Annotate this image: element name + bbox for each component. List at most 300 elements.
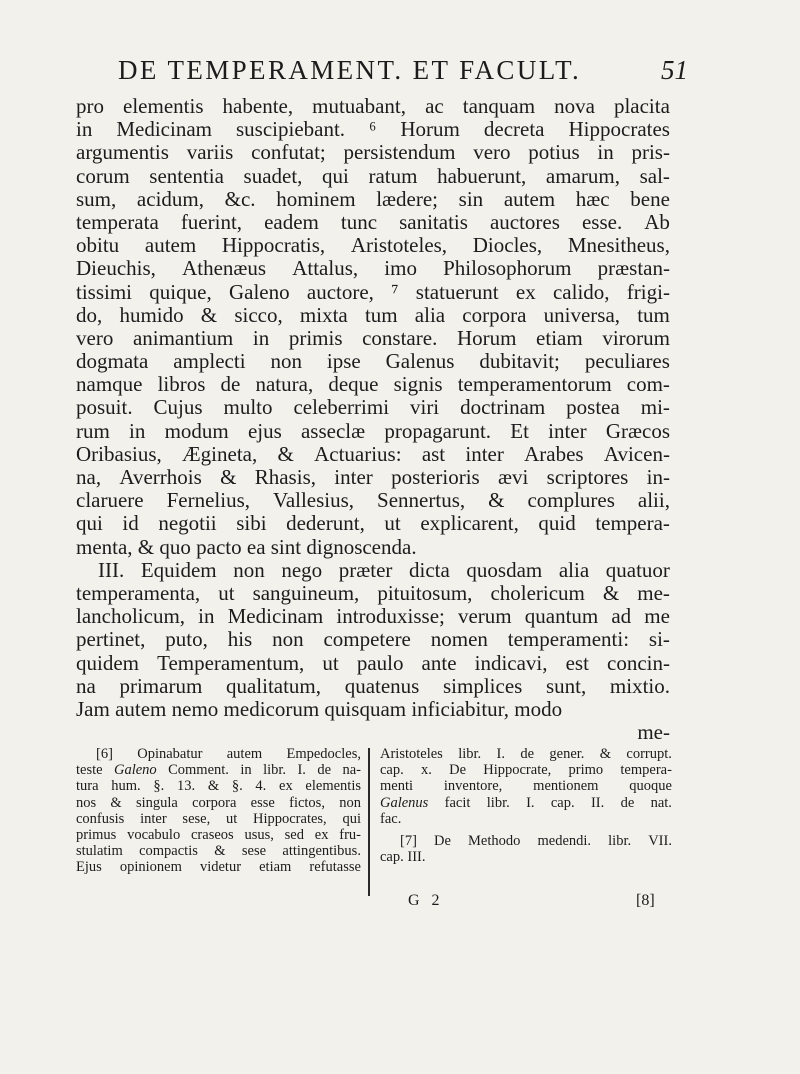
word: tissimi <box>76 279 133 304</box>
word: ipse <box>326 349 361 374</box>
word: Galenus <box>385 349 455 374</box>
footnote-line <box>380 833 672 849</box>
footnote-word: ex <box>314 826 329 843</box>
word: potius <box>528 140 580 165</box>
footnote-word: De <box>434 832 451 849</box>
word: me- <box>637 580 670 605</box>
footnote-word: elementis <box>305 778 361 795</box>
word: namque <box>76 372 143 397</box>
footnote-word: nat. <box>650 794 672 811</box>
text-line <box>76 327 670 350</box>
footnote-word: III. <box>407 849 426 866</box>
word: sunt, <box>545 673 587 698</box>
footnote-word: de <box>317 762 332 779</box>
word: Diocles, <box>472 233 543 258</box>
word: corum <box>76 163 130 188</box>
word: Medicinam <box>116 117 212 142</box>
word: in <box>597 140 614 165</box>
footnote-word: fictos, <box>289 794 325 811</box>
word: modum <box>164 418 229 443</box>
text-line <box>76 420 670 443</box>
page-number: 51 <box>661 55 688 85</box>
word: celeberrimi <box>293 395 390 420</box>
word: negotii <box>158 511 217 536</box>
footnote-word: I. <box>297 762 306 779</box>
word: fuerint, <box>180 209 243 234</box>
word: variis <box>186 140 234 165</box>
word: Medicinam <box>227 604 324 629</box>
footnote-word: I. <box>496 746 505 762</box>
column-divider <box>368 748 370 896</box>
word: Aristoteles, <box>350 233 448 258</box>
word: com- <box>626 372 670 397</box>
text-line <box>76 512 670 535</box>
word: deque <box>328 372 379 397</box>
word: competere <box>323 627 411 652</box>
footnote-word: stulatim <box>76 843 123 860</box>
word: lædere; <box>376 186 438 211</box>
text-line <box>76 628 670 651</box>
footnote-word: Hippocrates, <box>253 810 327 827</box>
footnote-word: de <box>620 794 635 811</box>
word: explicarent, <box>420 511 519 536</box>
word: verum <box>457 604 512 629</box>
word: confutat; <box>251 140 326 165</box>
footnote-word: libr. <box>486 794 510 811</box>
text-line <box>76 652 670 675</box>
word: pro <box>76 94 104 118</box>
word: posterioris <box>391 465 480 489</box>
footnotes-right-column <box>380 746 672 865</box>
word: simplices <box>443 673 523 698</box>
footnote-word: Ejus <box>76 859 102 876</box>
word: sibi <box>236 511 267 536</box>
word: doctrinam <box>460 395 546 420</box>
footnote-word: medendi. <box>537 832 592 849</box>
word: dicta <box>409 557 450 582</box>
word: alia <box>558 557 590 582</box>
footnote-word: quoque <box>629 778 672 795</box>
word: ut <box>384 511 401 536</box>
word: nego <box>281 557 323 582</box>
word: tum <box>364 302 398 327</box>
word: esse. <box>581 209 623 234</box>
word: Ægineta, <box>182 441 258 466</box>
word: rum <box>76 418 110 443</box>
word: in <box>198 604 215 629</box>
footnote-line <box>380 746 672 762</box>
footnote-word: cap. <box>380 762 404 779</box>
word: na, <box>76 465 102 489</box>
footnote-line <box>76 778 361 794</box>
footnote-word: [7] <box>400 832 417 849</box>
word: corpora <box>462 302 527 327</box>
word: Horum <box>400 117 460 142</box>
word: inter <box>334 465 373 489</box>
footnote-word: compactis <box>139 843 198 860</box>
footnote-word: I. <box>526 794 535 811</box>
word: placita <box>613 94 670 118</box>
word: & <box>277 441 294 466</box>
word: ut <box>322 650 339 675</box>
footnote-word: usus, <box>244 826 274 843</box>
word: scriptores <box>546 465 629 489</box>
footnote-word: de <box>520 746 535 762</box>
word: dubitavit; <box>479 349 560 374</box>
footnote-word: primus <box>76 826 117 843</box>
word: etiam <box>536 325 583 350</box>
footnote-word: videtur <box>199 859 242 876</box>
footnote-word: & <box>110 794 122 811</box>
word: ejus <box>247 418 282 443</box>
footnote-word: tempera- <box>620 762 672 779</box>
footnote-word: II. <box>590 794 605 811</box>
word: persistendum <box>343 140 456 165</box>
word: me <box>644 604 670 629</box>
footnote-line <box>76 762 361 778</box>
word: decreta <box>483 117 545 142</box>
footnote-word: attingentibus. <box>282 843 361 860</box>
word: auctore, <box>306 279 374 304</box>
word: Et <box>510 418 529 443</box>
word: Galeno <box>228 279 290 304</box>
word: præstan- <box>597 256 670 281</box>
text-line <box>76 281 670 304</box>
word: postea <box>566 395 620 420</box>
word: sanguineum, <box>252 580 360 605</box>
word: amarum, <box>545 163 620 188</box>
word: dederunt, <box>286 511 365 536</box>
word: elementis <box>123 94 204 118</box>
footnote-word: opinionem <box>119 859 182 876</box>
footnote-word: & <box>599 746 612 762</box>
text-line <box>76 489 670 512</box>
word: est <box>565 650 589 675</box>
word: habuerunt, <box>437 163 527 188</box>
footnote-word: Comment. <box>168 762 229 779</box>
word: Ab <box>644 209 670 234</box>
word: Mnesitheus, <box>567 233 670 258</box>
word: virorum <box>602 325 670 350</box>
word: imo <box>384 256 417 281</box>
word: pituitosum, <box>377 580 473 605</box>
running-title: DE TEMPERAMENT. ET FACULT. <box>118 55 582 85</box>
text-line <box>76 396 670 419</box>
footnote-word: §. <box>231 778 243 795</box>
word: sin <box>458 186 484 211</box>
word: qui <box>76 511 103 536</box>
footnote-word: corrupt. <box>626 746 672 762</box>
text-line <box>76 188 670 211</box>
text-line <box>76 304 670 327</box>
footnote-word: [6] <box>96 746 113 762</box>
word: non <box>272 627 304 652</box>
word: quatenus <box>344 673 420 698</box>
footnote-line <box>76 827 361 843</box>
footnote-line <box>380 811 672 827</box>
footnote-word: & <box>214 843 226 860</box>
signature-mark: G 2 <box>408 892 444 909</box>
text-line <box>76 559 670 582</box>
main-text-block <box>76 95 670 744</box>
word: autem <box>503 186 556 211</box>
footnote-word: cap. <box>380 849 404 866</box>
text-line <box>76 466 670 489</box>
footnote-word: & <box>207 778 220 795</box>
footnote-word: refutasse <box>309 859 361 876</box>
footnote-word: cap. <box>550 794 575 811</box>
word: his <box>227 627 253 652</box>
word: quosdam <box>466 557 543 582</box>
footnote-word: facit <box>444 794 471 811</box>
footnote-word: vocabulo <box>127 826 181 843</box>
word: ævi <box>498 465 529 489</box>
word: Vallesius, <box>272 488 355 513</box>
word: alii, <box>637 488 670 513</box>
footnote-word: inventore, <box>443 778 503 795</box>
footnote-word: Galenus <box>380 794 429 811</box>
word: temperamenta, <box>76 580 201 605</box>
footnote-line <box>380 795 672 811</box>
word: claruere <box>76 488 144 513</box>
footnote-word: fac. <box>380 810 402 827</box>
footnote-word: Opinabatur <box>137 746 203 762</box>
footnote-word: 13. <box>176 778 196 795</box>
word: ac <box>425 94 444 118</box>
footnote-word: fru- <box>339 826 361 843</box>
footnote-word: §. <box>153 778 165 795</box>
catchword: [8] <box>636 892 655 909</box>
word: quidem <box>76 650 139 675</box>
word: sicco, <box>234 302 283 327</box>
word: calido, <box>552 279 610 304</box>
word: Temperamentum, <box>157 650 305 675</box>
footnote-word: qui <box>342 810 361 827</box>
word: signis <box>393 372 443 397</box>
footnote-word: ut <box>225 810 238 827</box>
word: suscipiebant. <box>235 117 346 142</box>
word: amplecti <box>173 349 246 374</box>
footnote-word: teste <box>76 762 103 779</box>
footnote-word: autem <box>226 746 263 762</box>
word: lancholicum, <box>76 604 186 629</box>
word: peculiares <box>584 349 670 374</box>
word: natura, <box>255 372 314 397</box>
footnotes <box>76 746 676 906</box>
footnote-line <box>76 746 361 762</box>
footnote-word: Hippocrate, <box>483 762 552 779</box>
word: Philosophorum <box>443 256 572 281</box>
text-line <box>76 95 670 118</box>
word: ut <box>218 580 235 605</box>
word: non <box>233 557 265 582</box>
footnote-word: Aristoteles <box>380 746 443 762</box>
word: Athenæus <box>182 256 267 281</box>
word: ante <box>421 650 457 675</box>
word: libros <box>157 372 206 397</box>
word: quique, <box>149 279 212 304</box>
word: Dieuchis, <box>76 256 156 281</box>
word: alia <box>414 302 446 327</box>
footnote-word: sed <box>284 826 304 843</box>
word: non <box>270 349 302 374</box>
footnote-word: mentionem <box>533 778 599 795</box>
word: id <box>122 511 139 536</box>
word: si- <box>648 627 670 652</box>
word: primarum <box>119 673 203 698</box>
word: Horum <box>456 325 517 350</box>
word: sanitatis <box>399 209 468 234</box>
word: tum <box>637 302 670 327</box>
word: multo <box>223 395 273 420</box>
word: mixtio. <box>609 673 670 698</box>
word: Attalus, <box>292 256 359 281</box>
word: ratum <box>368 163 418 188</box>
word: inter <box>465 441 504 466</box>
word: pertinet, <box>76 627 146 652</box>
word: na <box>76 673 96 698</box>
footnote-word: confusis <box>76 810 125 827</box>
word: Equidem <box>140 557 217 582</box>
footnote-word: esse <box>250 794 275 811</box>
text-line <box>76 582 670 605</box>
footnote-word: primo <box>568 762 604 779</box>
text-line <box>76 141 670 164</box>
footnote-line <box>76 843 361 859</box>
word: præter <box>338 557 393 582</box>
text-line <box>76 257 670 280</box>
word: de <box>220 372 241 397</box>
text-line <box>76 675 670 698</box>
footnote-word: in <box>240 762 252 779</box>
word: ast <box>421 441 446 466</box>
footnote-line <box>380 778 672 794</box>
footnote-word: non <box>339 794 361 811</box>
word: hæc <box>575 186 610 211</box>
word: Avicen- <box>603 441 670 466</box>
word: introduxisse; <box>336 604 445 629</box>
word: Fernelius, <box>166 488 250 513</box>
footnote-word: libr. <box>458 746 482 762</box>
word: complures <box>527 488 615 513</box>
text-line <box>76 234 670 257</box>
word: pris- <box>631 140 670 165</box>
footnote-word: De <box>449 762 467 779</box>
word: quatuor <box>605 557 670 582</box>
footnote-line <box>76 811 361 827</box>
word: mutuabant, <box>312 94 407 118</box>
footnote-line <box>76 859 361 875</box>
footnote-line <box>380 762 672 778</box>
word: bene <box>630 186 670 211</box>
word: ex <box>515 279 536 304</box>
word: Hippocrates <box>568 117 670 142</box>
word: Græcos <box>605 418 670 443</box>
word: tanquam <box>462 94 536 118</box>
word: autem <box>144 233 197 258</box>
word: constare. <box>362 325 438 350</box>
footnote-line <box>76 795 361 811</box>
footnote-word: tura <box>76 778 99 795</box>
word: & <box>220 465 237 489</box>
word: ⁷ <box>391 279 399 304</box>
word: concin- <box>607 650 670 675</box>
footnote-word: libr. <box>608 832 632 849</box>
word: Arabes <box>524 441 584 466</box>
word: tempera- <box>595 511 670 536</box>
word: acidum, <box>136 186 204 211</box>
text-line <box>76 165 670 188</box>
word: argumentis <box>76 140 169 165</box>
word: Cujus <box>153 395 203 420</box>
word: temperamentorum <box>457 372 612 397</box>
text-line: Jam autem nemo medicorum quisquam inficiabitur, modo <box>76 696 563 721</box>
word: Actuarius: <box>314 441 402 466</box>
word: frigi- <box>626 279 670 304</box>
word: sum, <box>76 186 117 211</box>
footnote-word: hum. <box>111 778 141 795</box>
word: viri <box>409 395 440 420</box>
footnote-word: corpora <box>192 794 237 811</box>
footnote-word: libr. <box>263 762 287 779</box>
footnote-word: menti <box>380 778 414 795</box>
word: eadem <box>264 209 319 234</box>
word: in <box>252 325 270 350</box>
word: mixta <box>299 302 348 327</box>
word: sal- <box>639 163 670 188</box>
text-line <box>76 605 670 628</box>
word: suadet, <box>243 163 303 188</box>
footnote-word: 4. <box>255 778 267 795</box>
footnote-word: Empedocles, <box>286 746 361 762</box>
word: propagarunt. <box>384 418 492 443</box>
word: puto, <box>165 627 208 652</box>
word: Sennertus, <box>377 488 466 513</box>
word: statuerunt <box>415 279 499 304</box>
text-line <box>76 350 670 373</box>
word: vero <box>76 325 114 350</box>
footnote-word: craseos <box>191 826 234 843</box>
footnote-word: VII. <box>648 832 672 849</box>
word: humido <box>119 302 184 327</box>
word: paulo <box>356 650 404 675</box>
footnote-word: na- <box>342 762 361 779</box>
footnote-word: singula <box>135 794 178 811</box>
text-line <box>76 443 670 466</box>
word: in <box>76 117 93 142</box>
footnote-word: sese <box>241 843 267 860</box>
word: do, <box>76 302 103 327</box>
footnote-word: gener. <box>549 746 585 762</box>
word: universa, <box>543 302 621 327</box>
footnote-word: Galeno <box>114 762 157 779</box>
word: asseclæ <box>300 418 366 443</box>
word: dogmata <box>76 349 149 374</box>
word: indicavi, <box>474 650 548 675</box>
word: posuit. <box>76 395 133 420</box>
footnote-word: ex <box>279 778 293 795</box>
footnote-word: etiam <box>259 859 292 876</box>
footnote-word: nos <box>76 794 97 811</box>
word: Hippocratis, <box>221 233 326 258</box>
word: Averrhois <box>119 465 202 489</box>
text-line: menta, & quo pacto ea sint dignoscenda. <box>76 534 417 559</box>
word: sententia <box>149 163 224 188</box>
word: ⁶ <box>369 117 377 142</box>
text-line: me- <box>637 720 670 745</box>
word: Oribasius, <box>76 441 162 466</box>
word: tunc <box>340 209 378 234</box>
